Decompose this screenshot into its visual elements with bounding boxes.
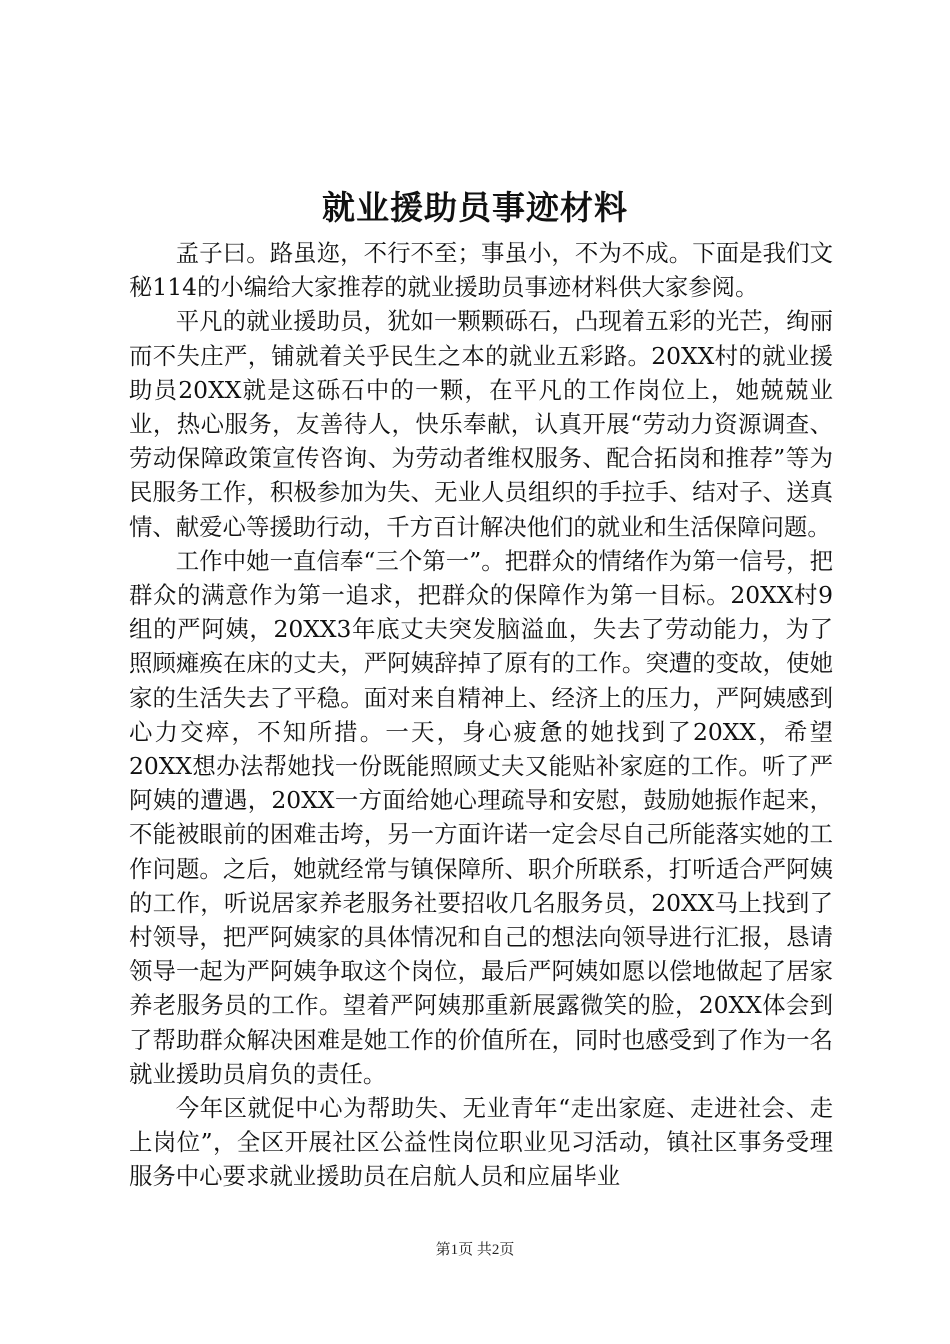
document-title: 就业援助员事迹材料 [322,188,628,227]
paragraph-overview: 平凡的就业援助员，犹如一颗颗砾石，凸现着五彩的光芒，绚丽而不失庄严，铺就着关乎民生之本的就业五彩路。20XX村的就业援助员20XX就是这砾石中的一颗，在平凡的工作岗位上，她兢兢业业，热心服务，友善待人，快乐奉献，认真开展“劳动力资源调查、劳动保障政策宣传咨询、为劳动者维权服务、配合拓岗和推荐”等为民服务工作，积极参加为失、无业人员组织的手拉手、结对子、送真情、献爱心等援助行动，千方百计解决他们的就业和生活保障问题。 [129,307,833,541]
document-body [129,236,833,1194]
page-number: 第1页 共2页 [435,1242,515,1258]
paragraph-internship: 今年区就促中心为帮助失、无业青年“走出家庭、走进社会、走上岗位”，全区开展社区公益性岗位职业见习活动，镇社区事务受理服务中心要求就业援助员在启航人员和应届毕业 [129,1094,833,1191]
paragraph-three-firsts: 工作中她一直信奉“三个第一”。把群众的情绪作为第一信号，把群众的满意作为第一追求，把群众的保障作为第一目标。20XX村9组的严阿姨，20XX3年底丈夫突发脑溢血，失去了劳动能力，为了照顾瘫痪在床的丈夫，严阿姨辞掉了原有的工作。突遭的变故，使她家的生活失去了平稳。面对来自精神上、经济上的压力，严阿姨感到心力交瘁，不知所措。一天，身心疲惫的她找到了20XX，希望20XX想办法帮她找一份既能照顾丈夫又能贴补家庭的工作。听了严阿姨的遭遇，20XX一方面给她心理疏导和安慰，鼓励她振作起来，不能被眼前的困难击垮，另一方面许诺一定会尽自己所能落实她的工作问题。之后，她就经常与镇保障所、职介所联系，打听适合严阿姨的工作，听说居家养老服务社要招收几名服务员，20XX马上找到了村领导，把严阿姨家的具体情况和自己的想法向领导进行汇报，恳请领导一起为严阿姨争取这个岗位，最后严阿姨如愿以偿地做起了居家养老服务员的工作。望着严阿姨那重新展露微笑的脸，20XX体会到了帮助群众解决困难是她工作的价值所在，同时也感受到了作为一名就业援助员肩负的责任。 [129,546,833,1088]
paragraph-intro: 孟子曰。路虽迩，不行不至；事虽小，不为不成。下面是我们文秘114的小编给大家推荐的就业援助员事迹材料供大家参阅。 [129,239,833,302]
